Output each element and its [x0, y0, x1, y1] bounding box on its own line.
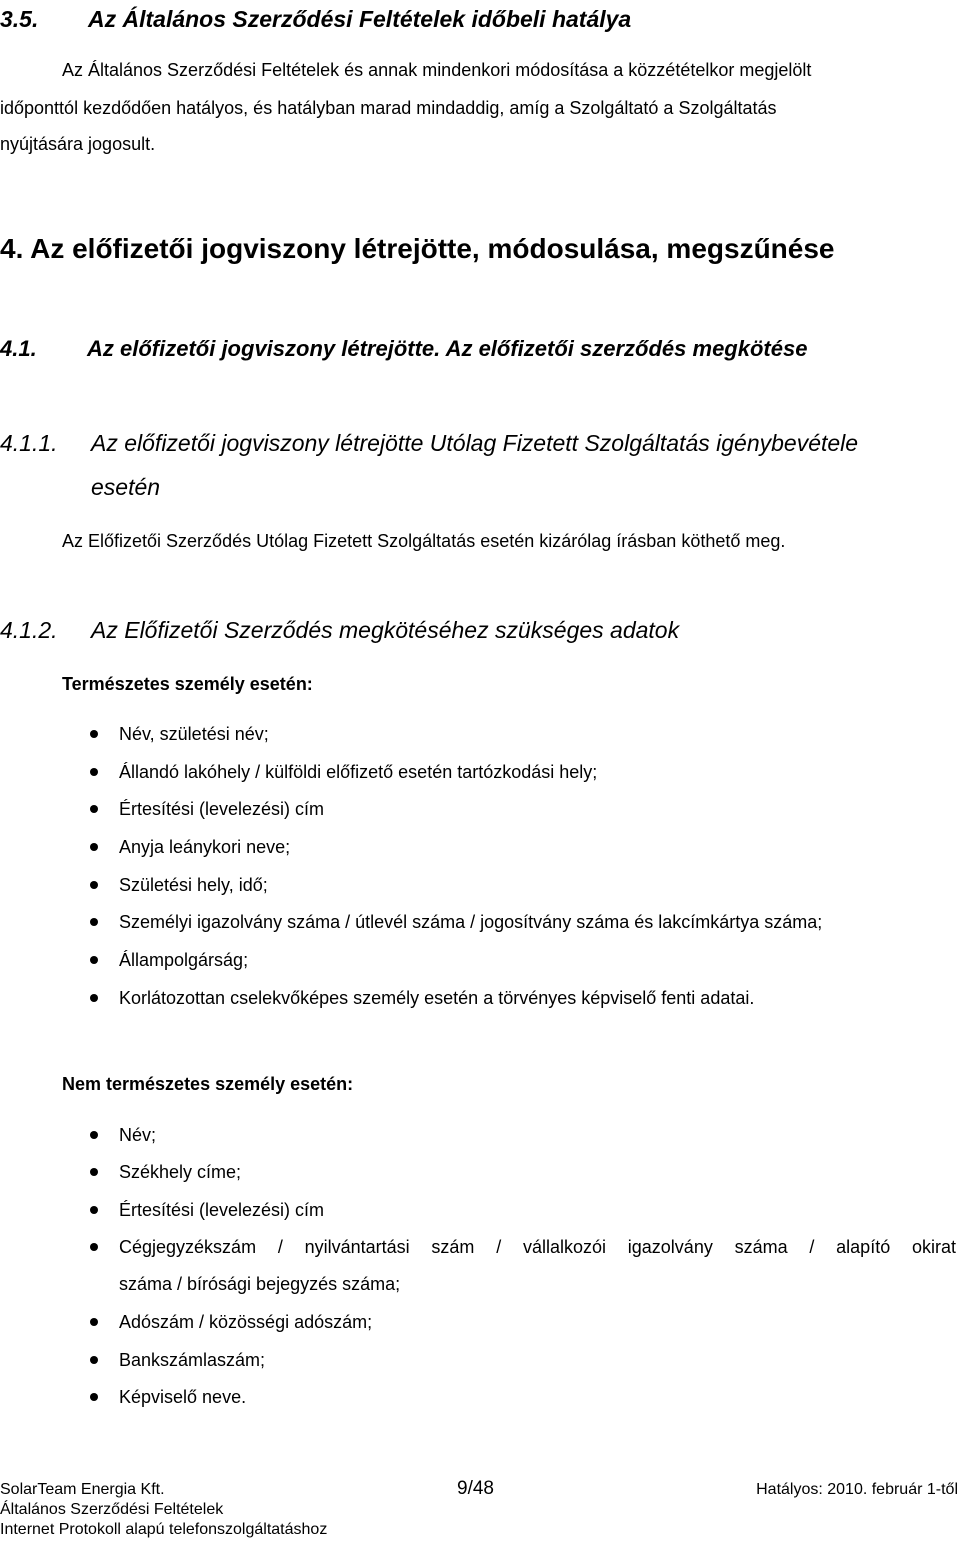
chapter-4-heading: 4. Az előfizetői jogviszony létrejötte, módosulása, megszűnése [0, 233, 835, 264]
list-item-text: Anyja leánykori neve; [119, 837, 291, 857]
list-item-text: Értesítési (levelezési) cím [119, 1200, 325, 1220]
bullet-icon [90, 843, 98, 851]
bullet-icon [90, 805, 98, 813]
section-title: Az Előfizetői Szerződés megkötéséhez szükséges adatok [91, 617, 680, 643]
section-4-1-1-heading [0, 430, 859, 457]
bullet-icon [90, 994, 98, 1002]
list-item-text: Székhely címe; [119, 1162, 242, 1182]
section-3-5-heading [0, 6, 632, 33]
section-number: 4.1.1. [0, 430, 58, 456]
paragraph-line: időponttól kezdődően hatályos, és hatályban marad mindaddig, amíg a Szolgáltató a Szolgáltatás [0, 98, 777, 118]
section-number: 4.1. [0, 336, 37, 361]
natural-person-label: Természetes személy esetén: [62, 674, 313, 694]
bullet-icon [90, 881, 98, 889]
section-title: Az előfizetői jogviszony létrejötte. Az előfizetői szerződés megkötése [87, 336, 808, 361]
section-title: Az Általános Szerződési Feltételek időbeli hatálya [88, 6, 632, 32]
list-item-text: Állandó lakóhely / külföldi előfizető esetén tartózkodási hely; [119, 762, 598, 782]
section-number: 4.1.2. [0, 617, 58, 643]
list-item-text: Név, születési név; [119, 724, 269, 744]
bullet-icon [90, 1243, 98, 1251]
list-item-text: Születési hely, idő; [119, 875, 268, 895]
list-item-text: Bankszámlaszám; [119, 1350, 266, 1370]
list-item-text: Adószám / közösségi adószám; [119, 1312, 373, 1332]
list-item-text: Személyi igazolvány száma / útlevél száma / jogosítvány száma és lakcímkártya száma; [119, 912, 823, 932]
footer-doc-subtitle: Internet Protokoll alapú telefonszolgáltatáshoz [0, 1521, 328, 1538]
bullet-icon [90, 1318, 98, 1326]
section-4-1-1-body: Az Előfizetői Szerződés Utólag Fizetett Szolgáltatás esetén kizárólag írásban köthető meg. [62, 531, 786, 551]
list-item-text: Név; [119, 1125, 157, 1145]
footer-company: SolarTeam Energia Kft. [0, 1481, 165, 1498]
section-title-cont: esetén [91, 474, 161, 500]
bullet-icon [90, 1206, 98, 1214]
paragraph-line: nyújtására jogosult. [0, 134, 156, 154]
bullet-icon [90, 918, 98, 926]
legal-person-label: Nem természetes személy esetén: [62, 1074, 354, 1094]
list-item-text: száma / bírósági bejegyzés száma; [119, 1274, 401, 1294]
bullet-icon [90, 1356, 98, 1364]
bullet-icon [90, 956, 98, 964]
bullet-icon [90, 730, 98, 738]
bullet-icon [90, 1168, 98, 1176]
section-title: Az előfizetői jogviszony létrejötte Utólag Fizetett Szolgáltatás igénybevétele [91, 430, 859, 456]
bullet-icon [90, 1393, 98, 1401]
footer-effective-date: Hatályos: 2010. február 1-től [756, 1481, 958, 1498]
list-item-text: Cégjegyzékszám / nyilvántartási szám / vállalkozói igazolvány száma / alapító okirat [119, 1237, 956, 1257]
footer-doc-title: Általános Szerződési Feltételek [0, 1501, 224, 1518]
section-4-1-heading [0, 336, 808, 362]
section-4-1-2-heading [0, 617, 680, 644]
list-item-text: Értesítési (levelezési) cím [119, 799, 325, 819]
bullet-icon [90, 768, 98, 776]
bullet-icon [90, 1131, 98, 1139]
footer-page-number: 9/48 [457, 1478, 494, 1499]
list-item-text: Képviselő neve. [119, 1387, 247, 1407]
section-number: 3.5. [0, 6, 39, 32]
list-item-text: Korlátozottan cselekvőképes személy esetén a törvényes képviselő fenti adatai. [119, 988, 755, 1008]
paragraph-line: Az Általános Szerződési Feltételek és annak mindenkori módosítása a közzétételkor megjelölt [62, 60, 812, 80]
list-item-text: Állampolgárság; [119, 950, 249, 970]
